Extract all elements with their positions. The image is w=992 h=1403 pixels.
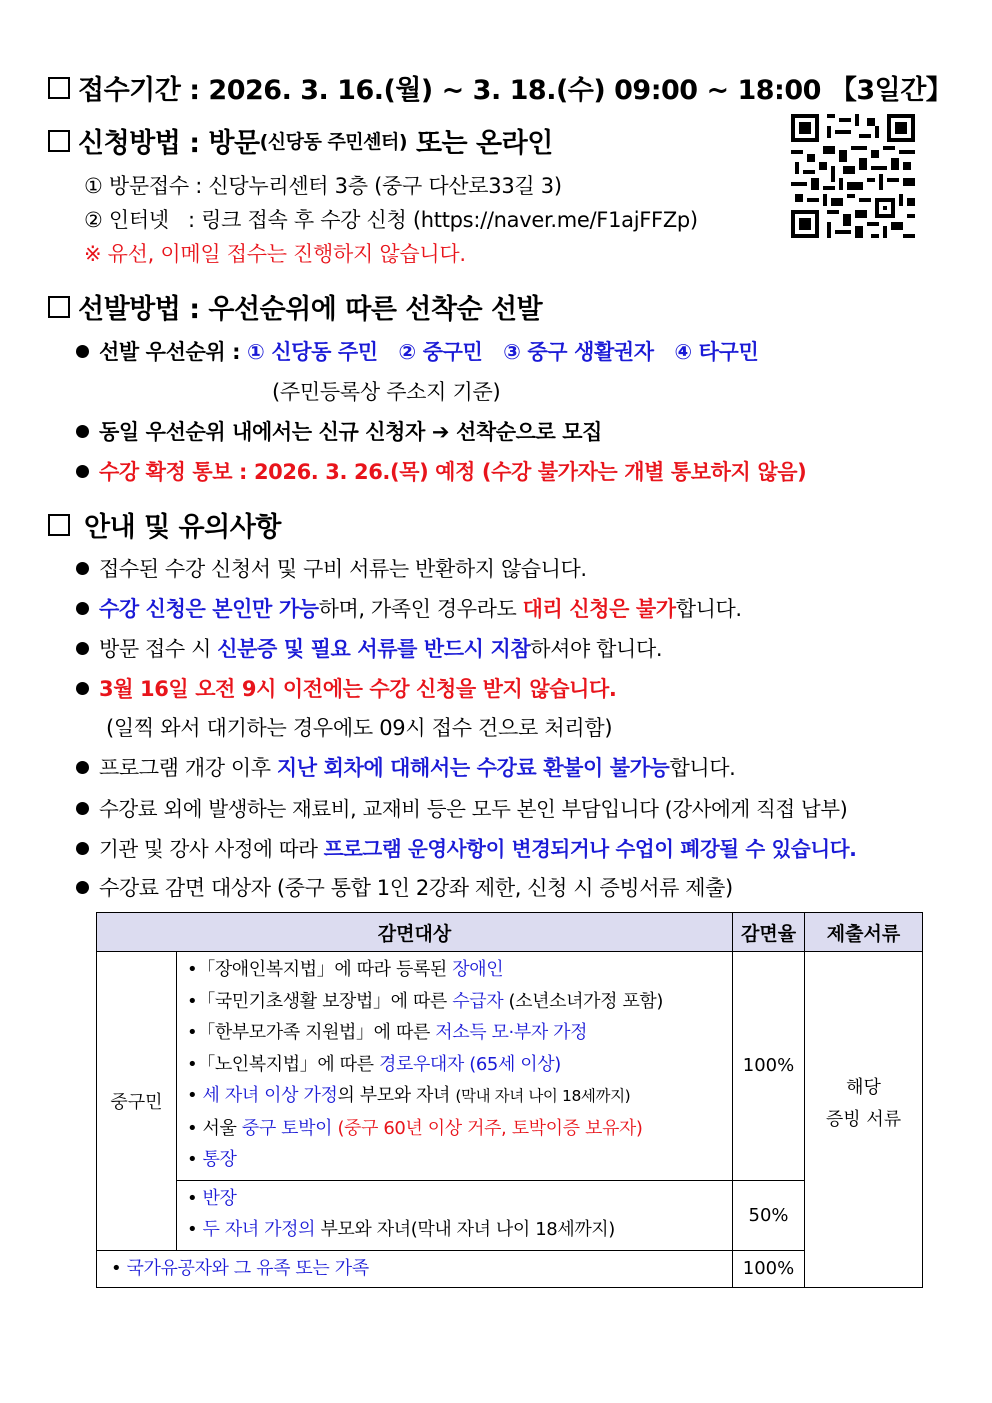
section-title: 신청방법 : 방문 [78, 128, 260, 159]
table-row [97, 952, 923, 1181]
header-docs: 제출서류 [805, 913, 923, 952]
notice-text: 수강료 감면 대상자 (중구 통합 1인 2강좌 제한, 신청 시 증빙서류 제출) [99, 876, 733, 900]
group-2-items [177, 1180, 733, 1250]
group-3-rate: 100% [733, 1250, 805, 1287]
notice-text: 기관 및 강사 사정에 따라 [99, 837, 324, 861]
notice-highlight: 프로그램 운영사항이 변경되거나 수업이 폐강될 수 있습니다. [323, 837, 857, 861]
bullet-icon [76, 881, 89, 894]
priority-label: 선발 우선순위 : [99, 340, 248, 364]
notice-text: 합니다. [675, 597, 742, 621]
section-title-paren: (신당동 주민센터) [259, 131, 408, 153]
phone-email-notice: ※ 유선, 이메일 접수는 진행하지 않습니다. [84, 242, 466, 266]
section-application-method [48, 121, 553, 160]
table-item: •「장애인복지법」에 따라 등록된 장애인 [187, 959, 504, 980]
section-application-period [48, 68, 952, 107]
same-priority-text: 동일 우선순위 내에서는 신규 신청자 ➔ 선착순으로 모집 [99, 420, 603, 444]
notice-text: 프로그램 개강 이후 [99, 756, 277, 780]
confirm-bullet [76, 456, 806, 486]
priority-note: (주민등록상 주소지 기준) [272, 380, 501, 404]
notice-bullet-1 [76, 553, 587, 583]
section-selection-method [48, 287, 542, 326]
visit-application-line: ① 방문접수 : 신당누리센터 3층 (중구 다산로33길 3) [84, 174, 562, 198]
section-title: 선발방법 : 우선순위에 따른 선착순 선발 [78, 294, 543, 325]
checkbox-icon [48, 296, 70, 318]
notice-text: 하셔야 합니다. [530, 637, 663, 661]
notice-bullet-7 [76, 832, 857, 862]
bullet-icon [76, 682, 89, 695]
qr-code-icon[interactable] [787, 110, 919, 242]
section-title: 접수기간 : 2026. 3. 16.(월) ~ 3. 18.(수) 09:00 ~ 18:00 【3일간】 [78, 75, 953, 106]
table-item: •「한부모가족 지원법」에 따른 저소득 모·부자 가정 [187, 1022, 588, 1043]
notice-highlight: 지난 회차에 대해서는 수강료 환불이 불가능 [276, 756, 670, 780]
priority-3: ③ 중구 생활권자 [503, 340, 654, 364]
group-2-rate: 50% [733, 1180, 805, 1250]
notice-highlight: 수강 신청은 본인만 가능 [99, 597, 319, 621]
bullet-icon [76, 761, 89, 774]
table-item: •「노인복지법」에 따른 경로우대자 (65세 이상) [187, 1053, 561, 1075]
notice-bullet-4-note: (일찍 와서 대기하는 경우에도 09시 접수 건으로 처리함) [106, 716, 613, 740]
bullet-icon [76, 345, 89, 358]
notice-bullet-2 [76, 593, 742, 623]
notice-bullet-4 [76, 673, 616, 703]
bullet-icon [76, 642, 89, 655]
table-item: • 세 자녀 이상 가정의 부모와 자녀 (막내 자녀 나이 18세까지) [187, 1085, 631, 1106]
notice-text: 합니다. [669, 756, 736, 780]
table-item: • 반장 [187, 1187, 237, 1209]
checkbox-icon [48, 130, 70, 152]
bullet-icon [76, 602, 89, 615]
same-priority-bullet [76, 416, 602, 446]
notice-highlight: 신분증 및 필요 서류를 반드시 지참 [217, 637, 531, 661]
notice-text: 방문 접수 시 [99, 637, 218, 661]
group-1-items [177, 952, 733, 1181]
confirm-text: 수강 확정 통보 : 2026. 3. 26.(목) 예정 (수강 불가자는 개별 통보하지 않음) [99, 460, 807, 484]
table-item: • 두 자녀 가정의 부모와 자녀(막내 자녀 나이 18세까지) [187, 1219, 615, 1240]
section-notice [48, 505, 281, 544]
internet-application-line: ② 인터넷 : 링크 접속 후 수강 신청 (https://naver.me/F1ajFFZp) [84, 208, 698, 232]
table-header-row [97, 913, 923, 952]
priority-bullet [76, 336, 758, 366]
priority-2: ② 중구민 [398, 340, 483, 364]
group-1-rate: 100% [733, 952, 805, 1181]
bullet-icon [76, 802, 89, 815]
docs-line-2: 증빙 서류 [825, 1109, 902, 1131]
notice-text: 접수된 수강 신청서 및 구비 서류는 반환하지 않습니다. [99, 557, 587, 581]
bullet-icon [76, 562, 89, 575]
notice-bullet-8 [76, 872, 733, 902]
header-rate: 감면율 [733, 913, 805, 952]
notice-bullet-5 [76, 752, 735, 782]
priority-1: ① 신당동 주민 [247, 340, 378, 364]
section-title-tail: 또는 온라인 [407, 128, 553, 159]
docs-cell [805, 952, 923, 1288]
notice-text: 수강료 외에 발생하는 재료비, 교재비 등은 모두 본인 부담입니다 (강사에게 직접 납부) [99, 797, 848, 821]
checkbox-icon [48, 77, 70, 99]
fee-reduction-table [96, 912, 923, 1288]
group-label: 중구민 [97, 952, 177, 1251]
table-row [97, 1250, 923, 1287]
priority-4: ④ 타구민 [674, 340, 759, 364]
table-item: • 서울 중구 토박이 (중구 60년 이상 거주, 토박이증 보유자) [187, 1117, 643, 1139]
notice-text: 하며, 가족인 경우라도 [318, 597, 523, 621]
checkbox-icon [48, 514, 70, 536]
bullet-icon [76, 842, 89, 855]
bullet-icon [76, 465, 89, 478]
notice-highlight-red: 대리 신청은 불가 [522, 597, 676, 621]
group-3-item [97, 1250, 733, 1287]
docs-line-1: 해당 [846, 1077, 881, 1099]
section-title: 안내 및 유의사항 [84, 512, 281, 543]
bullet-icon [76, 425, 89, 438]
table-item: • 통장 [187, 1149, 237, 1170]
notice-bullet-6 [76, 792, 847, 822]
table-item: •「국민기초생활 보장법」에 따른 수급자 (소년소녀가정 포함) [187, 990, 664, 1012]
table-item: • 국가유공자와 그 유족 또는 가족 [111, 1257, 369, 1279]
notice-text: 3월 16일 오전 9시 이전에는 수강 신청을 받지 않습니다. [99, 677, 617, 701]
header-target: 감면대상 [97, 913, 733, 952]
table-row [97, 1180, 923, 1250]
notice-bullet-3 [76, 633, 662, 663]
